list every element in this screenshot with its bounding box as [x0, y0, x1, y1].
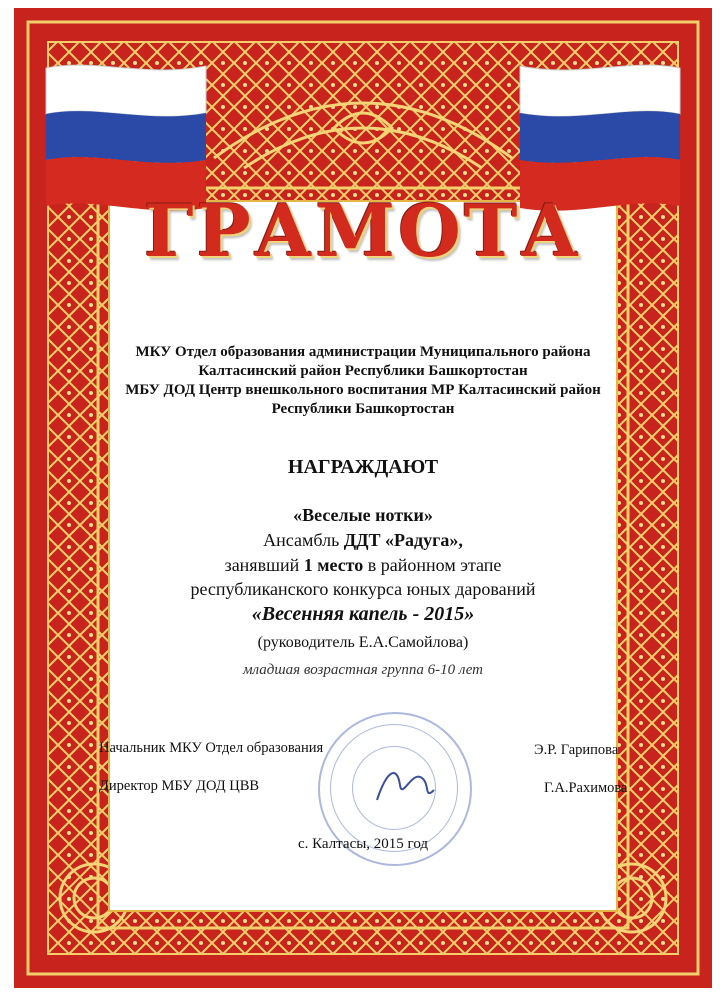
signer-2-name: Г.А.Рахимова: [544, 780, 628, 796]
contest-name: «Весенняя капель - 2015»: [251, 603, 475, 625]
place-prefix: занявший: [224, 555, 300, 575]
contest-line: республиканского конкурса юных дарований: [190, 579, 536, 599]
signer-1-position: Начальник МКУ Отдел образования: [99, 740, 324, 756]
ensemble-name: ДДТ «Радуга»,: [343, 530, 463, 550]
certificate-title: ГРАМОТА: [143, 188, 583, 273]
ensemble-line: [0, 530, 726, 551]
group-name: «Веселые нотки»: [293, 505, 433, 525]
organization-line-3: МБУ ДОД Центр внешкольного воспитания МР Калтасинский район: [125, 382, 601, 398]
signer-1-name: Э.Р. Гарипова: [534, 742, 619, 758]
organization-line-2: Калтасинский район Республики Башкортостан: [198, 363, 528, 379]
place-date: с. Калтасы, 2015 год: [297, 836, 429, 852]
organization-line-1: МКУ Отдел образования администрации Муниципального района: [135, 344, 591, 360]
signature-scribble-icon: [372, 760, 442, 810]
leader-line: (руководитель Е.А.Самойлова): [257, 634, 469, 651]
place-line: [0, 555, 726, 576]
organization-line-4: Республики Башкортостан: [271, 401, 455, 417]
place-suffix: в районном этапе: [367, 555, 502, 575]
signer-2-position: Директор МБУ ДОД ЦВВ: [99, 778, 260, 794]
age-group-line: младшая возрастная группа 6-10 лет: [242, 662, 484, 678]
award-heading: НАГРАЖДАЮТ: [287, 456, 439, 478]
ensemble-prefix: Ансамбль: [263, 530, 340, 550]
place-value: 1 место: [303, 555, 364, 575]
